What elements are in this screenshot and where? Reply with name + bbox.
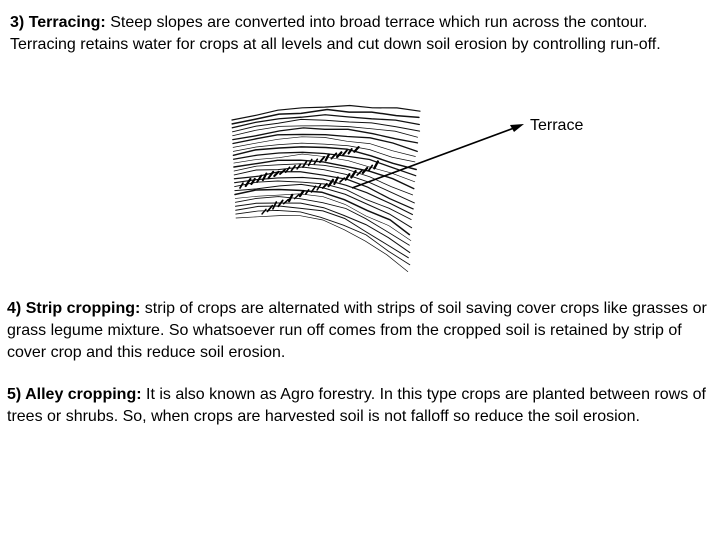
terrace-ridge-mark (369, 165, 373, 170)
strip-cropping-paragraph (7, 298, 713, 364)
terracing-paragraph (10, 12, 700, 56)
terrace-contour-line (236, 210, 410, 264)
strip-cropping-text: strip of crops are alternated with strips of soil saving cover crops like grasses or grass legume mixture. So whatsoever run off comes from the cropped soil is retained by strip of cover crop and this reduce soil erosion. (7, 300, 707, 361)
terrace-ridge-mark (374, 162, 378, 169)
terracing-number: 3) (10, 14, 25, 31)
terrace-illustration (0, 100, 720, 290)
terrace-ridge-mark (297, 164, 300, 169)
terracing-heading (10, 14, 106, 31)
terrace-contour-line (235, 197, 409, 246)
terracing-text: Steep slopes are converted into broad terrace which run across the contour. Terracing retains water for crops at all levels and cut down soil erosion by controlling run-off. (10, 14, 661, 53)
terrace-ridge-mark (346, 174, 350, 180)
terrace-ridge-mark (351, 171, 355, 177)
alley-cropping-paragraph (7, 384, 713, 428)
terrace-contour-line (236, 216, 408, 272)
terracing-title: Terracing: (28, 14, 106, 31)
terrace-contour-lines (232, 106, 420, 272)
alley-cropping-heading (7, 386, 142, 403)
terrace-ridge-mark (289, 195, 292, 201)
terrace-ridge-mark (300, 191, 303, 196)
alley-cropping-text: It is also known as Agro forestry. In this type crops are planted between rows of trees or shrubs. So, when crops are harvested soil is not falloff so reduce the soil erosion. (7, 386, 706, 425)
terrace-callout-label: Terrace (530, 117, 584, 134)
strip-cropping-heading (7, 300, 140, 317)
terrace-contour-line (233, 128, 418, 143)
alley-cropping-number: 5) (7, 386, 22, 403)
terrace-callout-arrowhead (510, 124, 524, 132)
terrace-ridge-mark (343, 150, 347, 155)
terrace-ridge-mark (326, 155, 329, 161)
alley-cropping-title: Alley cropping: (25, 386, 142, 403)
terrace-ridge-mark (246, 179, 251, 186)
terrace-ridge-mark (337, 152, 341, 157)
strip-cropping-title: Strip cropping: (25, 300, 141, 317)
strip-cropping-number: 4) (7, 300, 22, 317)
terrace-ridge-mark (354, 147, 358, 152)
terrace-ridge-mark (269, 172, 274, 178)
terrace-ridge-mark (262, 209, 266, 214)
